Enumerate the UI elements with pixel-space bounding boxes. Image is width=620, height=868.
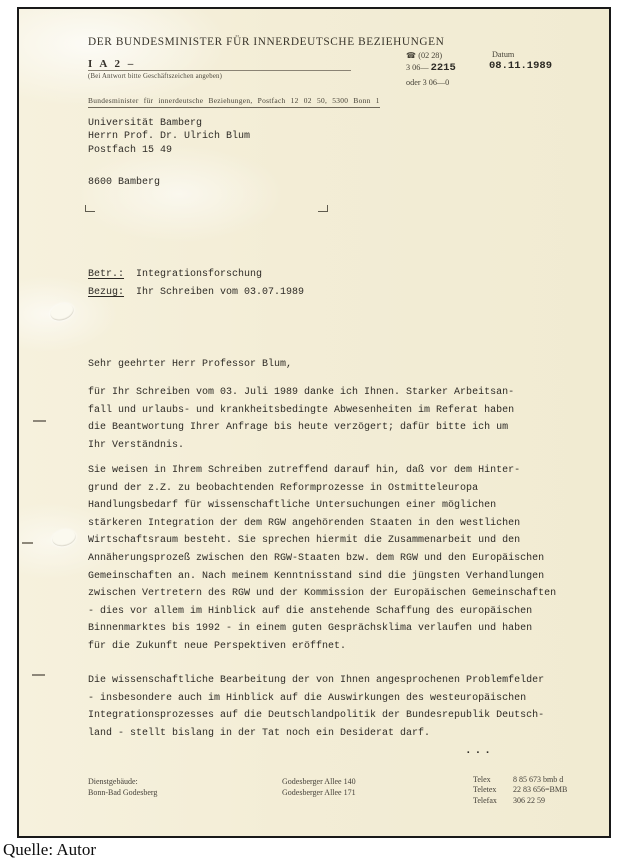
- paragraph-2: [88, 462, 556, 656]
- fold-mark-1: [33, 420, 46, 422]
- reference-code: I A 2 –: [88, 58, 136, 70]
- subject-line: [88, 269, 262, 280]
- phone-row: [406, 50, 515, 60]
- subject-text: Integrationsforschung: [136, 269, 263, 280]
- salutation: Sehr geehrter Herr Professor Blum,: [88, 359, 293, 370]
- letter-scan: [17, 7, 611, 838]
- recipient-line: Postfach 15 49: [88, 144, 173, 156]
- body-line: für die Zukunft neue Perspektiven eröffnet.: [88, 640, 347, 652]
- footer-telecom: [473, 775, 567, 806]
- hole-punch-top: [48, 301, 76, 324]
- phone-prefix: 3 06—: [406, 63, 429, 72]
- body-line: Handlungsbedarf für wissenschaftliche Untersuchungen einer möglichen: [88, 500, 497, 512]
- reference-text: Ihr Schreiben vom 03.07.1989: [136, 287, 305, 298]
- subject-label: Betr.:: [88, 269, 125, 280]
- recipient-address: [88, 117, 250, 157]
- reference-note: (Bei Antwort bitte Geschäftszeichen angeben): [88, 73, 223, 80]
- paragraph-3: [88, 672, 544, 742]
- hole-punch-bottom: [50, 527, 77, 548]
- body-line: Gemeinschaften an. Nach meinem Kenntnisstand sind die jüngsten Verhandlungen: [88, 570, 545, 582]
- phone-extension: 2215: [430, 62, 456, 74]
- body-line: grund der z.Z. zu beobachtenden Reformprozesse in Ostmitteleuropa: [88, 482, 479, 494]
- body-line: Binnenmarktes bis 1992 - in einem guten Gesprächsklima verlaufen und haben: [88, 623, 533, 635]
- body-line: - insbesondere auch im Hinblick auf die Auswirkungen des westeuropäischen: [88, 692, 527, 704]
- contact-block: [406, 50, 596, 100]
- body-line: stärkeren Integration der dem RGW angehörenden Staaten in den westlichen: [88, 517, 521, 529]
- body-line: Annäherungsprozeß zwischen den RGW-Staaten bzw. dem RGW und den Europäischen: [88, 552, 545, 564]
- footer-line: Teletex 22 83 656=BMB: [473, 785, 568, 795]
- fold-mark-3: [32, 674, 45, 676]
- footer-line: Godesberger Allee 171: [282, 788, 356, 797]
- body-line: Wirtschaftsraum besteht. Sie sprechen hiermit die Zusammenarbeit und den: [88, 535, 521, 547]
- continuation-dots: ...: [465, 745, 494, 757]
- body-line: - dies vor allem im Hinblick auf die anstehende Schaffung des europäischen: [88, 605, 533, 617]
- address-window-corner-left: [85, 205, 95, 212]
- fold-mark-2: [22, 542, 33, 544]
- recipient-line: Herrn Prof. Dr. Ulrich Blum: [88, 131, 251, 143]
- footer-line: Telefax 306 22 59: [473, 795, 545, 805]
- date-label: Datum: [492, 50, 515, 59]
- recipient-city: 8600 Bamberg: [88, 177, 161, 188]
- phone-alt-row: oder 3 06—0: [406, 78, 450, 87]
- footer-addresses: [282, 776, 356, 798]
- phone-area-code: (02 28): [418, 51, 443, 60]
- recipient-line: Universität Bamberg: [88, 118, 203, 129]
- footer-line: Godesberger Allee 140: [282, 777, 356, 786]
- reference-label: Bezug:: [88, 287, 125, 298]
- letter-date: 08.11.1989: [489, 60, 553, 72]
- telephone-icon: ☎: [406, 51, 417, 60]
- sender-return-address: Bundesminister für innerdeutsche Beziehungen, Postfach 12 02 50, 5300 Bonn 1: [88, 96, 380, 108]
- body-line: Integrationsprozesses auf die Deutschlandpolitik der Bundesrepublik Deutsch-: [88, 710, 545, 722]
- body-line: Sie weisen in Ihrem Schreiben zutreffend darauf hin, daß vor dem Hinter-: [88, 465, 521, 476]
- body-line: fall und urlaubs- und krankheitsbedingte Abwesenheiten im Referat haben: [88, 404, 515, 416]
- paragraph-1: [88, 384, 514, 454]
- body-line: Ihr Verständnis.: [88, 439, 185, 451]
- body-line: die Beantwortung Ihrer Anfrage bis heute verzögert; dafür bitte ich um: [88, 422, 509, 434]
- body-line: Die wissenschaftliche Bearbeitung der von Ihnen angesprochenen Problemfelder: [88, 675, 545, 686]
- body-line: zwischen Vertretern des RGW und der Kommission der Europäischen Gemeinschaften: [88, 588, 557, 600]
- footer-line: Telex 8 85 673 bmb d: [473, 775, 564, 784]
- footer-line: Bonn-Bad Godesberg: [88, 788, 158, 797]
- body-line: land - stellt bislang in der Tat noch ein Desiderat darf.: [88, 727, 431, 739]
- footer-building: [88, 776, 157, 798]
- reference-code-row: [88, 54, 351, 71]
- body-line: für Ihr Schreiben vom 03. Juli 1989 danke ich Ihnen. Starker Arbeitsan-: [88, 387, 515, 398]
- address-window-corner-right: [318, 205, 328, 212]
- phone-number-row: [406, 60, 553, 74]
- source-caption: Quelle: Autor: [3, 840, 97, 859]
- reference-line: [88, 287, 304, 298]
- ministry-title: DER BUNDESMINISTER FÜR INNERDEUTSCHE BEZIEHUNGEN: [88, 36, 445, 48]
- footer-line: Dienstgebäude:: [88, 777, 138, 786]
